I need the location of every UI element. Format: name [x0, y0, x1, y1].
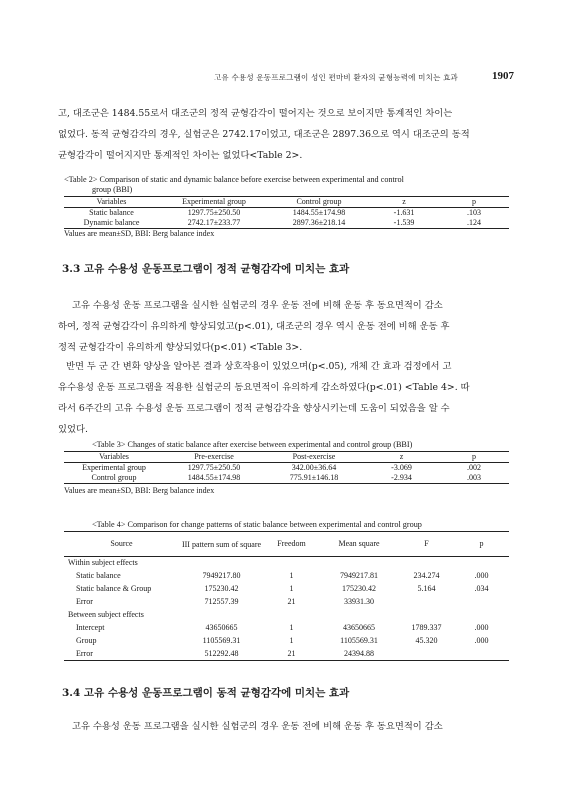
table-cell: Group [76, 636, 97, 645]
column-header: z [369, 197, 439, 208]
table-cell [454, 648, 509, 661]
table-cell: 7949217.80 [202, 571, 241, 580]
table-row [64, 218, 509, 229]
table-cell: 43650665 [205, 623, 238, 632]
table-cell: .000 [474, 571, 489, 580]
table-cell: 175230.42 [204, 584, 239, 593]
table-cell: 1297.75±250.50 [187, 208, 241, 217]
table-cell: 342.00±36.64 [291, 463, 337, 472]
text-line: 정적 균형감각이 유의하게 향상되었다(p<.01) <Table 3>. [58, 342, 303, 353]
section-heading-3-4: 3.4 고유 수용성 운동프로그램이 동적 균형감각에 미치는 효과 [62, 687, 350, 699]
body-paragraph-4 [58, 716, 512, 737]
table-row [64, 463, 509, 474]
table-cell: 1 [289, 571, 294, 580]
text-line: 있었다. [58, 424, 88, 435]
table-cell: 2897.36±218.14 [269, 218, 369, 229]
table-cell: 21 [264, 648, 319, 661]
table-cell: .103 [467, 208, 481, 217]
table-cell [399, 596, 454, 609]
table-cell: 21 [287, 597, 296, 606]
table-cell: Static balance & Group [76, 584, 152, 593]
table-row [64, 596, 509, 609]
table-cell: 1789.337 [411, 623, 442, 632]
group-label: Between subject effects [68, 610, 144, 619]
column-header: Control group [269, 197, 369, 208]
column-header: Freedom [264, 532, 319, 557]
table-3-caption: <Table 3> Changes of static balance after exercise between experimental and control group (BBI) [92, 440, 413, 449]
body-paragraph-2 [58, 295, 512, 358]
column-header: Post-exercise [264, 452, 364, 463]
column-header: Source [64, 532, 179, 557]
table-cell: Experimental group [82, 463, 146, 472]
table-cell: 1 [289, 623, 294, 632]
table-cell: 1484.55±174.98 [292, 208, 346, 217]
table-cell: Error [76, 597, 93, 606]
table-cell: 1 [289, 584, 294, 593]
table-cell: Control group [64, 473, 164, 484]
table-header-row [64, 532, 509, 557]
text-line: 없었다. 동적 균형감각의 경우, 실험군은 2742.17이었고, 대조군은 2897.36으로 역시 대조군의 동적 [58, 129, 470, 140]
table-row [64, 583, 509, 596]
text-line: 반면 두 군 간 변화 양상을 알아본 결과 상호작용이 있었으며(p<.05), 개체 간 효과 검정에서 고 [66, 361, 452, 372]
column-header: p [439, 197, 509, 208]
table-row [64, 622, 509, 635]
table-header-row [64, 452, 509, 463]
table-cell: .034 [474, 584, 489, 593]
table-2-note: Values are mean±SD, BBI: Berg balance index [64, 229, 215, 238]
table-row [64, 208, 509, 219]
column-header: z [364, 452, 439, 463]
table-cell: 7949217.81 [340, 571, 378, 580]
text-line: 하여, 정적 균형감각이 유의하게 향상되었고(p<.01), 대조군의 경우 역시 운동 전에 비해 운동 후 [58, 321, 450, 332]
table-cell: -2.934 [364, 473, 439, 484]
text-line: 고유 수용성 운동 프로그램을 실시한 실험군의 경우 운동 전에 비해 운동 후 동요면적이 감소 [72, 721, 443, 732]
table-cell: .003 [439, 473, 509, 484]
table-group-row [64, 609, 509, 622]
table-row [64, 635, 509, 648]
table-cell: Error [64, 648, 179, 661]
running-title: 고유 수용성 운동프로그램이 성인 편마비 환자의 균형능력에 미치는 효과 [213, 73, 458, 82]
table-cell: -3.069 [391, 463, 412, 472]
table-cell: 775.91±146.18 [264, 473, 364, 484]
table-cell: .124 [439, 218, 509, 229]
table-cell: 33931.30 [344, 597, 374, 606]
table-cell: 1 [289, 636, 294, 645]
table-cell: .002 [467, 463, 481, 472]
body-paragraph-3 [58, 356, 512, 440]
text-line: 유수용성 운동 프로그램을 적용한 실험군의 동요면적이 유의하게 감소하였다(p<.01) <Table 4>. 따 [58, 382, 470, 393]
column-header: F [399, 532, 454, 557]
column-header: Variables [64, 452, 164, 463]
column-header: Variables [64, 197, 159, 208]
table-3-note: Values are mean±SD, BBI: Berg balance index [64, 486, 215, 495]
caption-line: group (BBI) [92, 185, 133, 194]
table-cell: 5.164 [417, 584, 436, 593]
page-number: 1907 [492, 70, 514, 82]
table-3 [64, 451, 509, 484]
table-4-caption: <Table 4> Comparison for change patterns of static balance between experimental and control group [92, 520, 422, 529]
text-line: 균형감각이 떨어지지만 통계적인 차이는 없었다<Table 2>. [58, 150, 303, 161]
text-line: 라서 6주간의 고유 수용성 운동 프로그램이 정적 균형감각을 향상시키는데 도움이 되었음을 알 수 [58, 403, 450, 414]
table-cell: Static balance [76, 571, 121, 580]
text-line: 고유 수용성 운동 프로그램을 실시한 실험군의 경우 운동 전에 비해 운동 후 동요면적이 감소 [72, 300, 443, 311]
table-cell [399, 648, 454, 661]
table-cell: Dynamic balance [64, 218, 159, 229]
table-cell: 175230.42 [342, 584, 376, 593]
table-cell: Intercept [76, 623, 105, 632]
table-group-row [64, 557, 509, 570]
table-row [64, 570, 509, 583]
table-header-row [64, 197, 509, 208]
table-4 [64, 531, 509, 661]
table-cell: 234.274 [413, 571, 440, 580]
table-cell: 712557.39 [204, 597, 239, 606]
table-row [64, 473, 509, 484]
table-cell: Static balance [89, 208, 134, 217]
table-cell: 2742.17±233.77 [159, 218, 269, 229]
table-cell: 24394.88 [319, 648, 399, 661]
group-label: Within subject effects [68, 558, 138, 568]
caption-line: <Table 2> Comparison of static and dynamic balance before exercise between experimental and control [64, 175, 404, 184]
table-cell: -1.539 [369, 218, 439, 229]
table-cell: 512292.48 [179, 648, 264, 661]
table-cell: 1484.55±174.98 [164, 473, 264, 484]
table-2 [64, 196, 509, 229]
running-head [0, 70, 568, 84]
column-header: Mean square [319, 532, 399, 557]
table-cell: -1.631 [393, 208, 415, 217]
column-header: III pattern sum of square [179, 532, 264, 557]
table-row [64, 648, 509, 661]
body-paragraph-1 [58, 103, 512, 166]
table-cell [454, 596, 509, 609]
table-cell: 1105569.31 [202, 636, 241, 645]
table-2-caption [64, 175, 509, 195]
column-header: p [439, 452, 509, 463]
section-heading-3-3: 3.3 고유 수용성 운동프로그램이 정적 균형감각에 미치는 효과 [62, 263, 350, 275]
column-header: Experimental group [159, 197, 269, 208]
table-cell: .000 [474, 636, 489, 645]
table-cell: 1297.75±250.50 [187, 463, 241, 472]
table-cell: 1105569.31 [340, 636, 378, 645]
table-cell: .000 [474, 623, 489, 632]
table-cell: 45.320 [415, 636, 438, 645]
column-header: p [454, 532, 509, 557]
table-cell: 43650665 [343, 623, 375, 632]
text-line: 고, 대조군은 1484.55로서 대조군의 정적 균형감각이 떨어지는 것으로 보이지만 통계적인 차이는 [58, 108, 453, 119]
column-header: Pre-exercise [164, 452, 264, 463]
